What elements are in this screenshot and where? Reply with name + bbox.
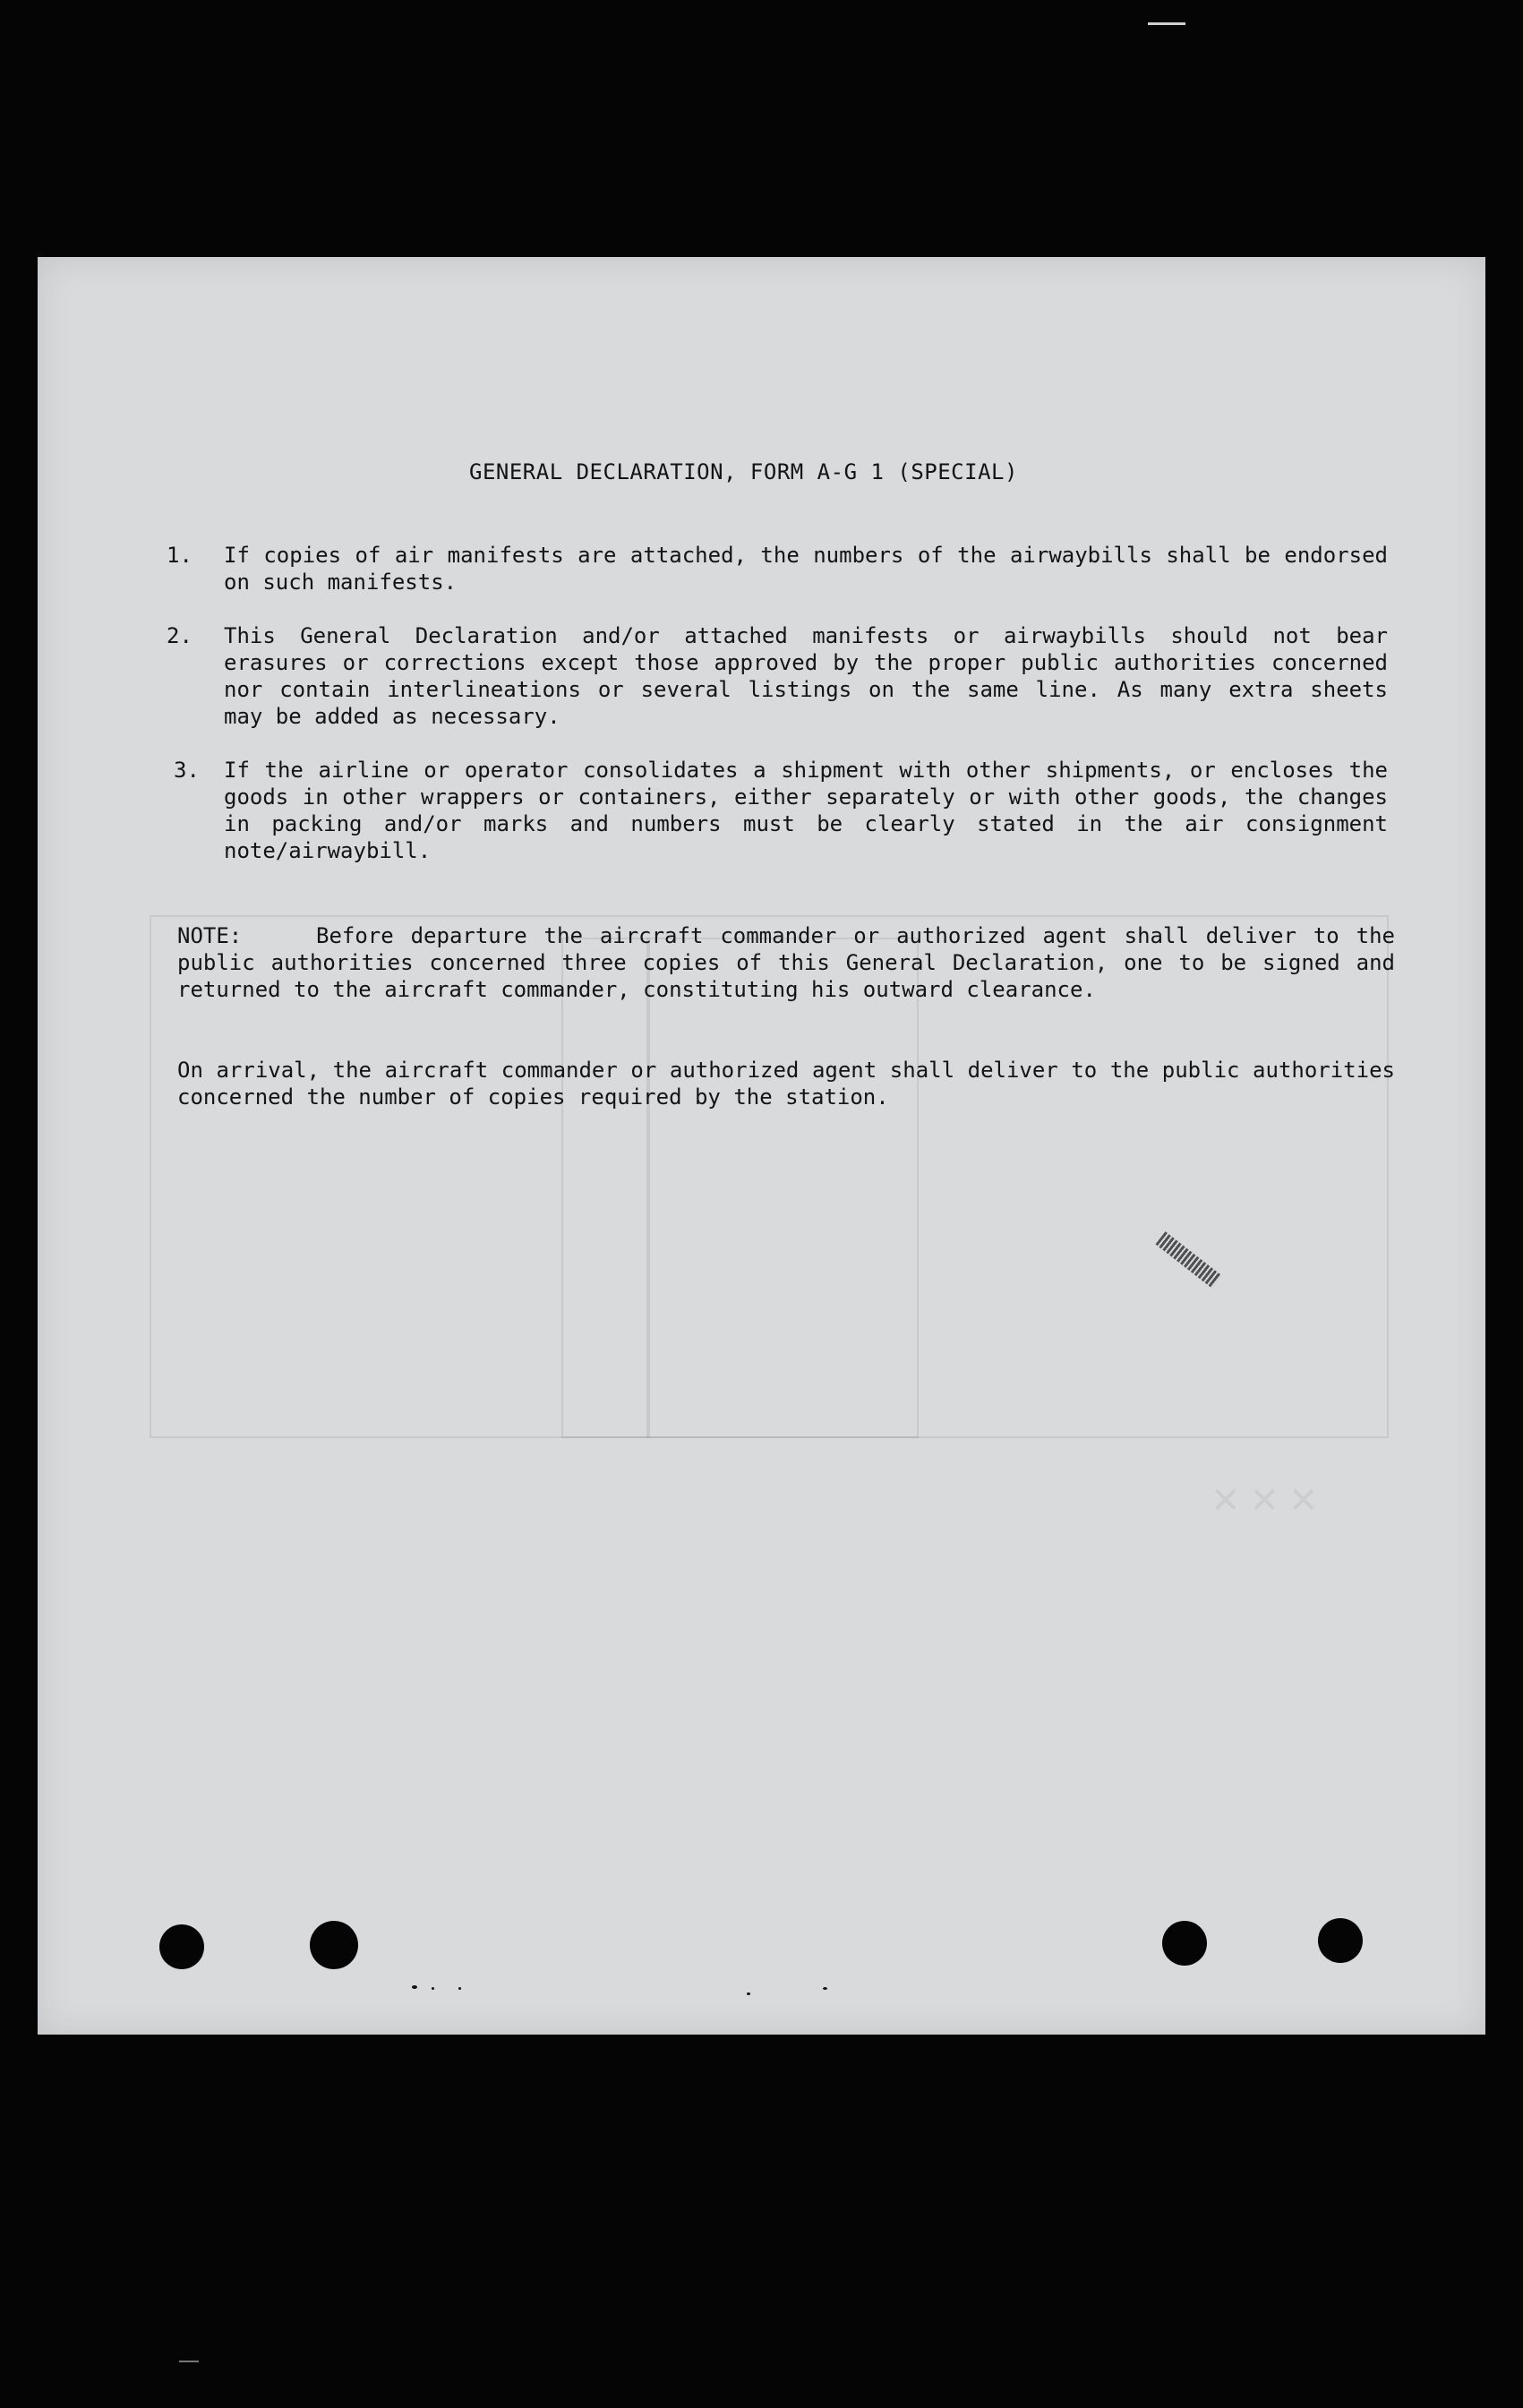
speck (412, 1985, 417, 1989)
item-number: 1. (167, 543, 193, 568)
item-text: If copies of air manifests are attached, the numbers of the airwaybills shall be endorsed on such manifests. (224, 543, 1388, 595)
note-label: NOTE: (177, 923, 243, 948)
punch-hole-left-2 (310, 1921, 358, 1969)
speck (432, 1987, 434, 1990)
document-page (38, 257, 1485, 2035)
bleed-through-mark: ✕ ✕ ✕ (1211, 1480, 1319, 1521)
speck (747, 1992, 750, 1995)
item-number: 3. (174, 758, 200, 783)
note-paragraph (177, 922, 1395, 1003)
item-text: This General Declaration and/or attached manifests or airwaybills should not bear erasures or corrections except those approved by the proper public authorities concerned nor contain interlineations or several listings on the same line. As many extra sheets may be added as necessary. (224, 623, 1388, 729)
punch-hole-right-2 (1318, 1918, 1363, 1963)
item-text: If the airline or operator consolidates a shipment with other shipments, or encloses the goods in other wrappers or containers, either separately or with other goods, the changes in packing and/or marks and numbers must be clearly stated in the air consignment note/airwaybill. (224, 758, 1388, 863)
punch-hole-left-1 (159, 1924, 204, 1969)
scan-mark-top (1148, 22, 1185, 25)
scan-mark-bottom (179, 2361, 199, 2362)
speck (458, 1987, 461, 1990)
document-content (38, 257, 1485, 2035)
page-title: GENERAL DECLARATION, FORM A-G 1 (SPECIAL) (469, 459, 1018, 484)
punch-hole-right-1 (1162, 1921, 1207, 1966)
item-number: 2. (167, 623, 193, 648)
arrival-paragraph: On arrival, the aircraft commander or authorized agent shall deliver to the public authorities concerned the number of copies required by the station. (177, 1058, 1395, 1110)
speck (823, 1987, 827, 1990)
note-text: Before departure the aircraft commander or authorized agent shall deliver to the public authorities concerned three copies of this General Declaration, one to be signed and returned to the aircraft commander, constituting his outward clearance. (177, 923, 1395, 1002)
